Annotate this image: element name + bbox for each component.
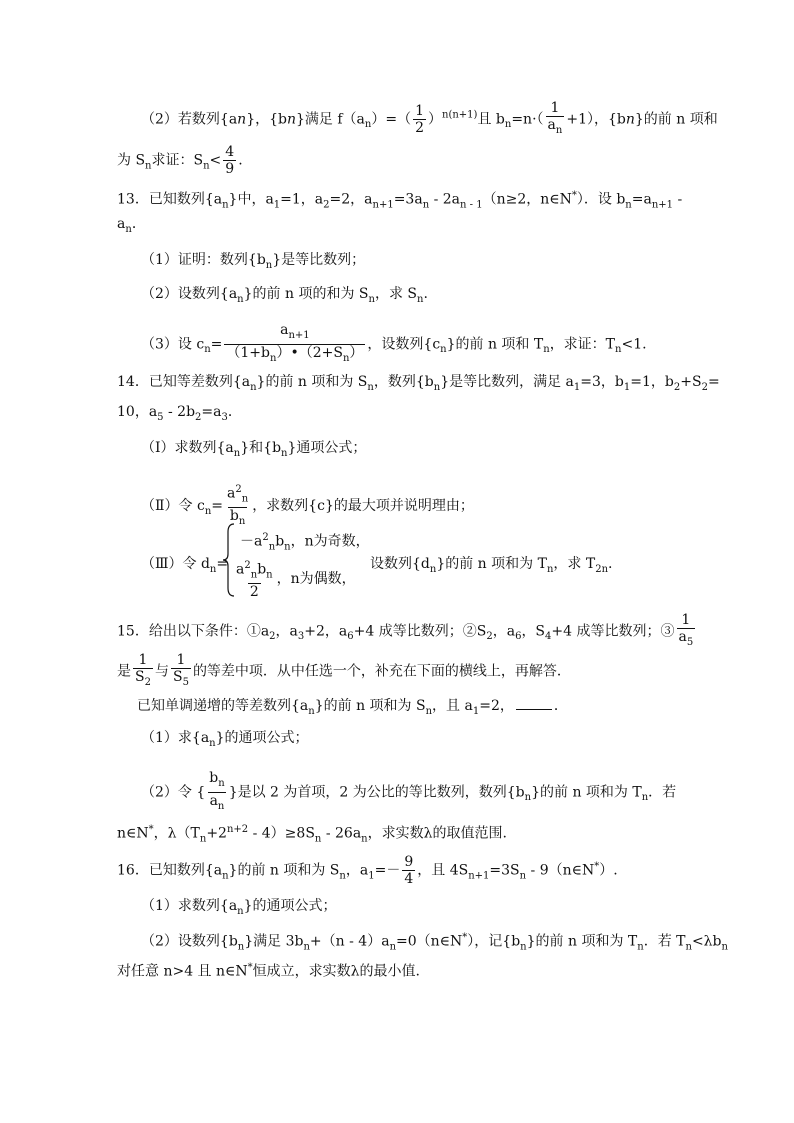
q14-case-even: $\frac{a^2_nb_n}{2}$ ，n为偶数， [236,560,356,601]
q16-sub1: （1）求数列$\{a_n\}$的通项公式； [141,898,337,917]
q14-sub1: （Ⅰ）求数列$\{a_n\}$和$\{b_n\}$通项公式； [141,440,367,459]
fraction-an2-over-bn: $\frac{a^2_n}{b_n}$ [225,482,250,530]
q13-sub3: （3）设 $c_n=$ $\frac{a_{n+1}}{(1+b_n)•(2+S_n)}$ ，设数列$\{c_n\}$的前 n 项和 $T_n$，求证：$T_n<1$. [141,322,647,367]
fill-in-blank [516,697,552,710]
q16-line1: 16．已知数列$\{a_n\}$的前 n 项和为 $S_n$，$a_1=-$ $\frac{9}{4}$ ，且 $4S_{n+1}=3S_n$ - 9（n∈N*）. [117,854,618,887]
fraction-cn: $\frac{a_{n+1}}{(1+b_n)•(2+S_n)}$ [224,322,365,367]
q14-sub3-label: （Ⅲ）令 $d_n=$ [141,556,229,575]
q12-part2-line1: （2）若数列{an}，{bn}满足 $f(a_n)=$（ $\frac{1}{2}$ ）$^{n(n+1)}$且 $b_n=n\cdot$（ $\frac{1}{a_n}$ +1），{bn}的前 n 项和 [141,100,718,139]
q15-line3: 已知单调递增的等差数列$\{a_n\}$的前 n 项和为 $S_n$，且 $a_1=2$， ． [137,698,568,717]
q15-line1: 15．给出以下条件：$①a_2$，$a_3+2$，$a_6+4$ 成等比数列；$②S_2$，$a_6$，$S_4+4$ 成等比数列；③ $\frac{1}{a_5}$ [117,612,697,651]
fraction-half: $\frac{1}{2}$ [415,102,425,136]
q14-case-odd: $-a^2_nb_n$，n为奇数， [240,532,370,553]
q12-part2-line2: 为 $S_n$求证：$S_n<$ $\frac{4}{9}$ . [117,144,243,177]
q14-line2: 10，$a_5 - 2b_2=a_3$． [117,404,242,423]
q14-sub2: （Ⅱ）令 $c_n=$ $\frac{a^2_n}{b_n}$ ，求数列{c}的最大项并说明理由； [141,482,474,530]
q15-sub1: （1）求$\{a_n\}$的通项公式； [141,730,309,749]
q15-line5: n∈N*，$\lambda(T_n+2^{n+2} - 4)\ge 8S_n - 26a_n$，求实数λ的取值范围. [117,824,507,845]
fraction-one-over-an: $\frac{1}{a_n}$ [546,100,565,139]
q14-sub3-text: 设数列$\{d_n\}$的前 n 项和为 $T_n$，求 $T_{2n}$. [370,556,613,575]
q16-line3: 对任意 n>4 且 n∈N*恒成立，求实数λ的最小值. [117,962,420,980]
q16-sub2: （2）设数列$\{b_n\}$满足 $3b_n+(n$ - $4)a_n=0(n\in N^*)$，记$\{b_n\}$的前 n 项和为 $T_n$．若 $T_n<\lambda b_n$ [141,932,728,953]
q13-line1: 13．已知数列$\{a_n\}$中，$a_1=1$，$a_2=2$，$a_{n+1}=3a_n - 2a_{n - 1}(n\ge 2$，n∈N*）．设 $b_n=a_{n+1}$ - [117,190,683,211]
q15-line2: 是 $\frac{1}{S_2}$ 与 $\frac{1}{S_5}$ 的等差中项．从中任选一个，补充在下面的横线上，再解答． [117,652,571,691]
q14-line1: 14．已知等差数列$\{a_n\}$的前 n 项和为 $S_n$，数列$\{b_n\}$是等比数列，满足 $a_1=3$，$b_1=1$，$b_2+S_2=$ [117,374,720,393]
q15-sub2: （2）令 { $\frac{b_n}{a_n}$ }是以 2 为首项，2 为公比的等比数列，数列$\{b_n\}$的前 n 项和为 $T_n$．若 [141,770,676,815]
q13-sub2: （2）设数列$\{a_n\}$的前 n 项的和为 $S_n$，求 $S_n$. [141,286,428,305]
q13-sub1: （1）证明：数列$\{b_n\}$是等比数列； [141,252,366,271]
q13-line2: $a_n$． [117,216,146,235]
